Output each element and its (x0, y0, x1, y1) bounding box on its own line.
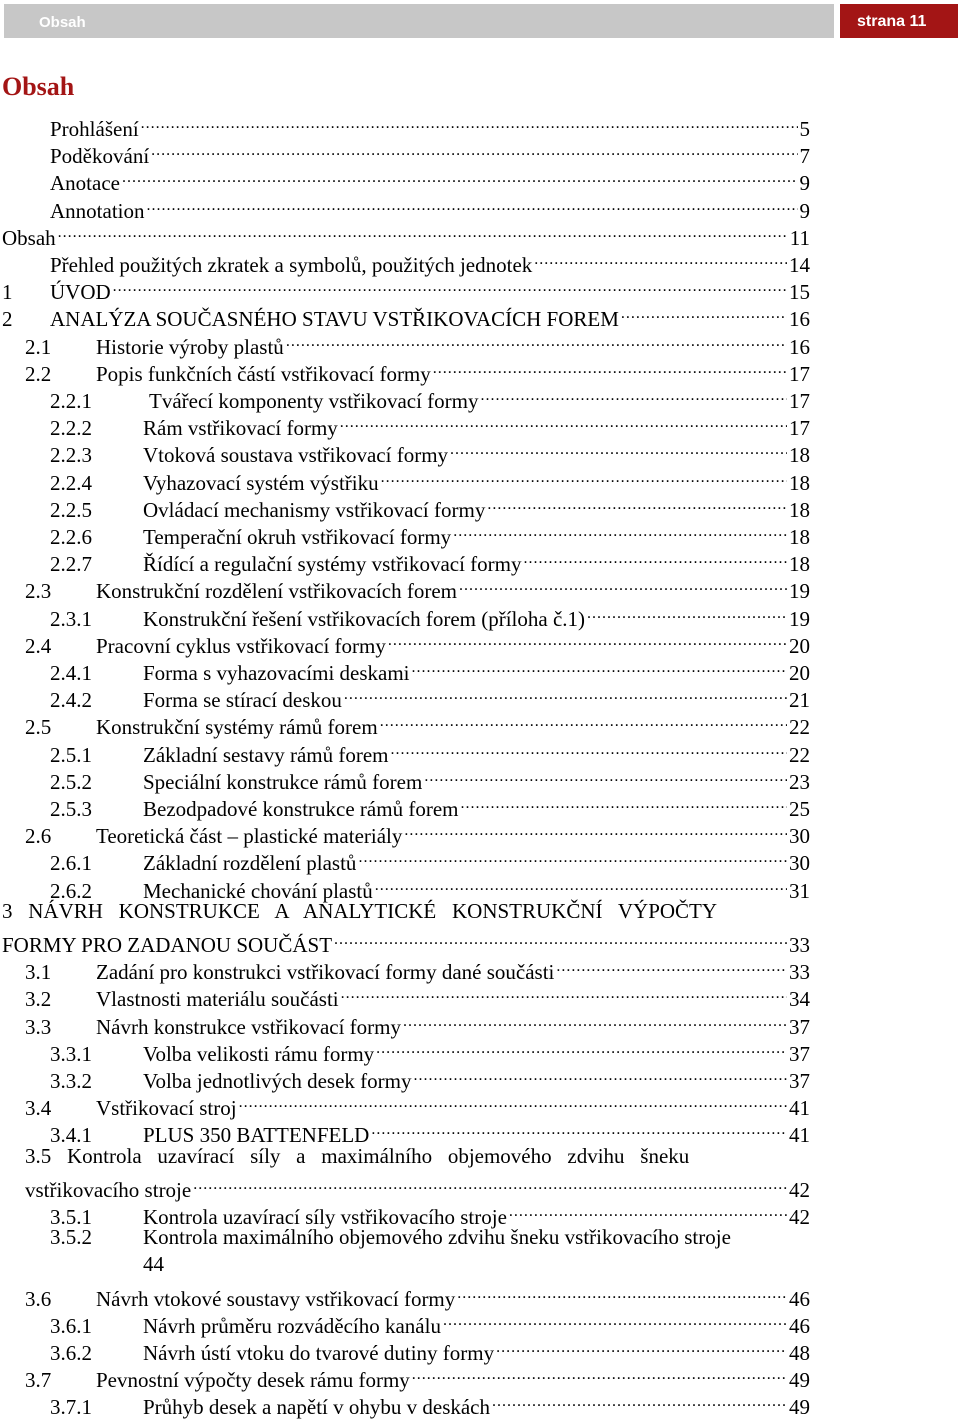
toc-entry[interactable] (25, 571, 810, 604)
toc-entry-title: Pracovní cyklus vstřikovací formy (96, 633, 386, 658)
toc-entry-title: Vyhazovací systém výstřiku (143, 470, 379, 495)
toc-entry-title: Teoretická část – plastické materiály (96, 824, 403, 849)
toc-entry[interactable] (50, 1115, 810, 1148)
toc-entry-title: Kontrola uzavírací síly vstřikovacího stroje (143, 1205, 507, 1229)
toc-entry-number: 1 (2, 280, 13, 305)
toc-entry-number: 3.3 (25, 1014, 52, 1039)
toc-entry-page: 19 (789, 606, 810, 631)
toc-entry[interactable] (2, 272, 810, 305)
toc-entry-title: Bezodpadové konstrukce rámů forem (143, 797, 459, 821)
toc-entry[interactable] (50, 762, 810, 794)
dot-leader (424, 762, 787, 789)
toc-entry[interactable] (2, 218, 810, 250)
toc-entry[interactable] (50, 680, 810, 713)
toc-entry-title: Poděkování (50, 144, 150, 169)
toc-entry[interactable] (2, 925, 810, 957)
toc-entry-page: 48 (789, 1341, 810, 1365)
toc-entry-page: 15 (789, 280, 810, 305)
dot-leader (404, 816, 787, 843)
toc-entry[interactable] (50, 1224, 810, 1251)
toc-entry-title: Konstrukční řešení vstřikovacích forem (příloha č.1) (143, 606, 586, 631)
toc-entry-number: 3.4.1 (50, 1123, 92, 1148)
dot-leader (334, 925, 787, 952)
toc-entry-page: 49 (789, 1395, 810, 1420)
toc-entry-page: 41 (789, 1096, 810, 1121)
toc-entry-page: 18 (789, 552, 810, 577)
page-number-badge (840, 4, 958, 38)
dot-leader (457, 1279, 787, 1306)
toc-entry[interactable] (50, 871, 810, 903)
toc-entry[interactable] (50, 789, 810, 821)
dot-leader (340, 408, 787, 435)
dot-leader (381, 463, 787, 490)
dot-leader (621, 299, 787, 326)
toc-entry-title: Zadání pro konstrukci vstřikovací formy dané součásti (96, 960, 555, 985)
toc-entry-number: 2.5 (25, 715, 52, 740)
toc-entry-title: Speciální konstrukce rámů forem (143, 769, 423, 794)
toc-entry-number: 2.5.3 (50, 797, 92, 821)
dot-leader (358, 843, 787, 870)
toc-entry-page: 25 (789, 797, 810, 821)
toc-entry-page: 37 (789, 1041, 810, 1066)
toc-entry-number: 2.6 (25, 824, 52, 849)
toc-entry-page: 21 (789, 688, 810, 713)
toc-entry[interactable] (50, 490, 810, 522)
toc-entry-number: 2.2.2 (50, 416, 92, 441)
dot-leader (556, 952, 787, 979)
toc-entry-number: 3.3.2 (50, 1069, 92, 1093)
toc-entry-page: 20 (789, 633, 810, 658)
dot-leader (492, 1387, 787, 1414)
toc-entry-title: Průhyb desek a napětí v ohybu v deskách (143, 1395, 491, 1420)
dot-leader (376, 1034, 787, 1061)
dot-leader (403, 1007, 787, 1034)
toc-entry-page: 41 (789, 1123, 810, 1148)
toc-entry-title: Obsah (2, 225, 56, 250)
toc-entry-page: 33 (789, 960, 810, 985)
toc-entry-page: 42 (789, 1205, 810, 1229)
dot-leader (286, 327, 787, 354)
toc-entry-page: 46 (789, 1286, 810, 1311)
dot-leader (391, 735, 788, 762)
toc-entry-number: 2.5.1 (50, 742, 92, 767)
toc-entry[interactable] (50, 653, 810, 685)
toc-entry-number: 2.2 (25, 361, 52, 386)
toc-entry[interactable] (50, 1306, 810, 1338)
toc-entry[interactable] (25, 1088, 810, 1121)
toc-entry[interactable] (50, 1387, 810, 1420)
toc-entry-number: 2.2.6 (50, 525, 92, 549)
toc-entry[interactable] (25, 1360, 810, 1393)
toc-entry-title: vstřikovacího stroje (25, 1177, 192, 1202)
toc-entry-page: 11 (789, 225, 810, 250)
toc-entry-title: Volba velikosti rámu formy (143, 1041, 375, 1066)
dot-leader (453, 517, 787, 544)
toc-entry[interactable] (50, 109, 810, 141)
toc-entry-number: 2.2.4 (50, 470, 92, 495)
toc-entry-page: 18 (789, 497, 810, 522)
toc-entry-number: 2.2.7 (50, 552, 92, 577)
toc-entry-title: Vlastnosti materiálu součásti (96, 987, 339, 1012)
toc-entry-number: 2.6.1 (50, 851, 92, 876)
toc-entry-page: 9 (799, 171, 810, 196)
toc-entry-title: Pevnostní výpočty desek rámu formy (96, 1368, 410, 1393)
toc-entry-number: 2.4.2 (50, 688, 92, 713)
dot-leader (412, 653, 787, 680)
dot-leader (141, 109, 798, 136)
dot-leader (344, 680, 787, 707)
toc-entry[interactable] (50, 843, 810, 876)
dot-leader (375, 871, 787, 898)
toc-entry-number: 3.4 (25, 1096, 52, 1121)
toc-entry-page: 17 (789, 361, 810, 386)
header-section-title: Obsah (39, 14, 86, 31)
toc-entry-number: 3.6.1 (50, 1313, 92, 1338)
dot-leader (151, 136, 797, 163)
toc-entry-title: ANALÝZA SOUČASNÉHO STAVU VSTŘIKOVACÍCH FOREM (50, 307, 619, 332)
dot-leader (388, 626, 787, 653)
toc-entry-page: 23 (789, 769, 810, 794)
toc-entry-number: 2.3 (25, 579, 52, 604)
toc-entry[interactable] (50, 408, 810, 441)
toc-entry-title-line[interactable]: 3.5 Kontrola uzavírací síly a maximálního objemového zdvihu šneku (25, 1143, 690, 1168)
dot-leader (450, 435, 787, 462)
toc-entry[interactable] (25, 354, 810, 386)
toc-entry-page: 17 (789, 389, 810, 413)
toc-entry-page: 18 (789, 525, 810, 549)
toc-entry[interactable] (50, 599, 810, 631)
toc-entry-title: Návrh ústí vtoku do tvarové dutiny formy (143, 1341, 495, 1365)
toc-entry[interactable] (50, 245, 810, 277)
toc-entry-page: 22 (789, 715, 810, 740)
toc-entry[interactable] (50, 1034, 810, 1066)
toc-entry-number: 2.2.3 (50, 443, 92, 468)
toc-entry-number: 2.4.1 (50, 661, 92, 685)
toc-entry-number: 3.1 (25, 960, 52, 985)
toc-entry-title: Forma se stírací deskou (143, 688, 342, 713)
toc-entry-number: 3.7 (25, 1368, 52, 1393)
toc-entry[interactable] (25, 327, 810, 359)
dot-leader (496, 1333, 787, 1360)
toc-entry-title: Vtoková soustava vstřikovací formy (143, 443, 449, 468)
toc-entry-page: 9 (799, 198, 810, 223)
dot-leader (412, 1360, 787, 1387)
toc-entry-title: ÚVOD (50, 280, 111, 305)
toc-entry[interactable] (50, 1197, 810, 1229)
toc-entry-title: Návrh vtokové soustavy vstřikovací formy (96, 1286, 456, 1311)
dot-leader (147, 191, 798, 218)
toc-entry-number: 2.1 (25, 334, 52, 359)
dot-leader (433, 354, 787, 381)
toc-entry-title: Návrh konstrukce vstřikovací formy (96, 1014, 402, 1039)
toc-entry-title: Anotace (50, 171, 120, 196)
toc-entry-page: 16 (789, 334, 810, 359)
toc-entry-page: 18 (789, 470, 810, 495)
header-bar (4, 4, 834, 38)
toc-entry-title: Konstrukční rozdělení vstřikovacích forem (96, 579, 457, 604)
toc-entry-page: 17 (789, 416, 810, 441)
toc-entry[interactable] (50, 435, 810, 468)
toc-entry-title: Rám vstřikovací formy (143, 416, 338, 441)
dot-leader (460, 789, 787, 816)
toc-entry[interactable] (25, 1279, 810, 1311)
dot-leader (481, 381, 788, 408)
dot-leader (487, 490, 787, 517)
toc-entry-number: 2.2.1 (50, 389, 92, 413)
toc-entry-page: 5 (799, 117, 810, 141)
toc-entry[interactable] (25, 816, 810, 849)
dot-leader (534, 245, 787, 272)
toc-entry-page: 7 (799, 144, 810, 169)
toc-entry-number: 2.4 (25, 633, 52, 658)
toc-entry-number: 3.3.1 (50, 1041, 92, 1066)
toc-entry[interactable] (50, 517, 810, 549)
toc-entry-page: 20 (789, 661, 810, 685)
toc-entry-page: 46 (789, 1313, 810, 1338)
toc-entry[interactable] (25, 952, 810, 985)
toc-entry[interactable] (25, 707, 810, 740)
toc-entry-title: Forma s vyhazovacími deskami (143, 661, 410, 685)
toc-entry-number: 3.2 (25, 987, 52, 1012)
toc-entry-title: Řídící a regulační systémy vstřikovací formy (143, 552, 522, 577)
toc-entry-page: 30 (789, 851, 810, 876)
toc-entry[interactable] (25, 979, 810, 1012)
toc-entry-page: 42 (789, 1177, 810, 1202)
toc-entry-title: Temperační okruh vstřikovací formy (143, 525, 452, 549)
toc-entry-title: FORMY PRO ZADANOU SOUČÁST (2, 933, 333, 957)
toc-entry-title: Základní sestavy rámů forem (143, 742, 389, 767)
toc-entry-number: 3.6.2 (50, 1341, 92, 1365)
toc-entry-number: 2.3.1 (50, 606, 92, 631)
toc-entry-title: PLUS 350 BATTENFELD (143, 1123, 370, 1148)
toc-entry-number: 2 (2, 307, 13, 332)
toc-entry[interactable] (50, 1061, 810, 1093)
dot-leader (113, 272, 787, 299)
dot-leader (380, 707, 787, 734)
toc-entry-page: 14 (789, 253, 810, 277)
toc-entry-number: 2.5.2 (50, 769, 92, 794)
toc-entry-page: 34 (789, 987, 810, 1012)
toc-entry-number: 2.6.2 (50, 878, 92, 903)
toc-entry-page: 22 (789, 742, 810, 767)
dot-leader (58, 218, 788, 245)
toc-entry[interactable] (50, 191, 810, 223)
toc-entry-page: 33 (789, 933, 810, 957)
dot-leader (524, 544, 788, 571)
toc-entry-title: Annotation (50, 198, 145, 223)
toc-entry-page: 19 (789, 579, 810, 604)
toc-entry[interactable] (50, 735, 810, 767)
toc-entry[interactable] (50, 463, 810, 495)
toc-entry-title: Mechanické chování plastů (143, 878, 373, 903)
toc-entry-title: Popis funkčních částí vstřikovací formy (96, 361, 431, 386)
dot-leader (587, 599, 787, 626)
toc-entry[interactable] (2, 299, 810, 332)
toc-entry-title: Volba jednotlivých desek formy (143, 1069, 412, 1093)
toc-entry[interactable] (50, 136, 810, 169)
toc-entry-title: Tvářecí komponenty vstřikovací formy (149, 389, 479, 413)
dot-leader (341, 979, 787, 1006)
toc-entry-title-line[interactable]: 3 NÁVRH KONSTRUKCE A ANALYTICKÉ KONSTRUKČNÍ VÝPOČTY (2, 898, 718, 923)
toc-entry[interactable] (50, 544, 810, 577)
toc-entry-page: 37 (789, 1069, 810, 1093)
dot-leader (371, 1115, 787, 1142)
toc-heading: Obsah (2, 72, 75, 101)
dot-leader (122, 163, 798, 190)
toc-entry-title: Ovládací mechanismy vstřikovací formy (143, 497, 486, 522)
toc-entry-number: 3.7.1 (50, 1395, 92, 1420)
toc-entry-page: 44 (143, 1252, 164, 1277)
toc-entry-page: 49 (789, 1368, 810, 1393)
toc-entry[interactable] (50, 163, 810, 196)
dot-leader (459, 571, 787, 598)
dot-leader (413, 1061, 787, 1088)
toc-entry-title: Prohlášení (50, 117, 139, 141)
toc-entry-title: Přehled použitých zkratek a symbolů, použitých jednotek (50, 253, 533, 277)
toc-entry-title: Vstřikovací stroj (96, 1096, 237, 1121)
page-number-label: strana 11 (857, 13, 927, 30)
toc-entry-title: Konstrukční systémy rámů forem (96, 715, 378, 740)
toc-entry-page: 31 (789, 878, 810, 903)
toc-entry-number: 3.5.1 (50, 1205, 92, 1229)
toc-entry-title: Návrh průměru rozváděcího kanálu (143, 1313, 441, 1338)
toc-entry[interactable] (50, 1333, 810, 1365)
toc-entry[interactable] (50, 381, 810, 413)
toc-entry[interactable] (25, 1007, 810, 1039)
dot-leader (509, 1197, 787, 1224)
toc-entry-title: Základní rozdělení plastů (143, 851, 357, 876)
toc-entry-page: 37 (789, 1014, 810, 1039)
toc-entry-number: 3.6 (25, 1286, 52, 1311)
toc-entry[interactable] (25, 1170, 810, 1202)
toc-entry-title: Historie výroby plastů (96, 334, 284, 359)
toc-entry-page: 30 (789, 824, 810, 849)
toc-entry-number: 3.5.2 (50, 1225, 92, 1250)
dot-leader (239, 1088, 787, 1115)
toc-entry[interactable] (25, 626, 810, 658)
dot-leader (193, 1170, 787, 1197)
toc-entry-number: 2.2.5 (50, 497, 92, 522)
dot-leader (443, 1306, 787, 1333)
toc-entry-page: 18 (789, 443, 810, 468)
toc-entry-page: 16 (789, 307, 810, 332)
toc-entry-title: Kontrola maximálního objemového zdvihu šneku vstřikovacího stroje (143, 1225, 731, 1250)
